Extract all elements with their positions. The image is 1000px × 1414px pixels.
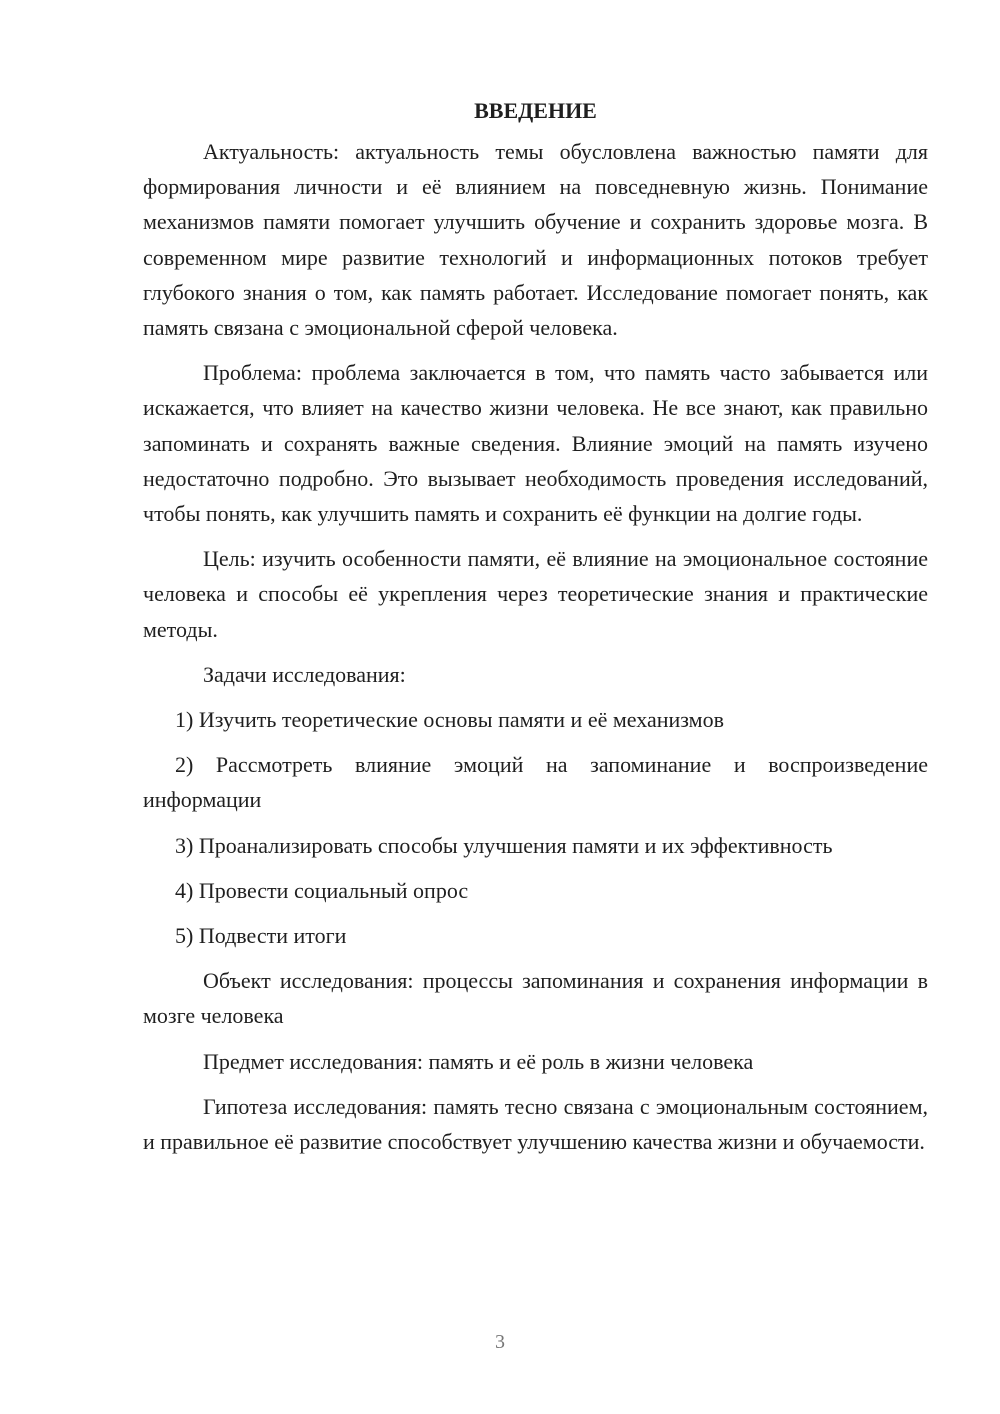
task-item: 2) Рассмотреть влияние эмоций на запоминание и воспроизведение информации bbox=[143, 752, 928, 813]
page-heading: ВВЕДЕНИЕ bbox=[474, 98, 597, 123]
task-item: 3) Проанализировать способы улучшения памяти и их эффективность bbox=[175, 832, 833, 858]
problem-paragraph: Проблема: проблема заключается в том, что память часто забывается или искажается, что влияет на качество жизни человека. Не все знают, как правильно запоминать и сохранять важные сведения. Влияние эмоций на память изучено недостаточно подробно. Это вызывает необходимость проведения исследований, чтобы понять, как улучшить память и сохранить её функции на долгие годы. bbox=[143, 360, 928, 527]
task-item: 5) Подвести итоги bbox=[175, 923, 347, 949]
tasks-title: Задачи исследования: bbox=[203, 661, 406, 687]
task-item: 1) Изучить теоретические основы памяти и её механизмов bbox=[175, 707, 724, 733]
task-item: 4) Провести социальный опрос bbox=[175, 877, 469, 903]
document-page bbox=[143, 93, 928, 1169]
hypothesis-paragraph: Гипотеза исследования: память тесно связана с эмоциональным состоянием, и правильное её развитие способствует улучшению качества жизни и обучаемости. bbox=[143, 1093, 928, 1155]
goal-paragraph: Цель: изучить особенности памяти, её влияние на эмоциональное состояние человека и способы её укрепления через теоретические знания и практические методы. bbox=[143, 546, 928, 642]
object-paragraph: Объект исследования: процессы запоминания и сохранения информации в мозге человека bbox=[143, 968, 928, 1029]
relevance-paragraph: Актуальность: актуальность темы обусловлена важностью памяти для формирования личности и её влиянием на повседневную жизнь. Понимание механизмов памяти помогает улучшить обучение и сохранить здоровье мозга. В современном мире развитие технологий и информационных потоков требует глубокого знания о том, как память работает. Исследование помогает понять, как память связана с эмоциональной сферой человека. bbox=[143, 139, 928, 341]
subject-paragraph: Предмет исследования: память и её роль в жизни человека bbox=[203, 1048, 754, 1074]
page-number: 3 bbox=[495, 1331, 505, 1353]
